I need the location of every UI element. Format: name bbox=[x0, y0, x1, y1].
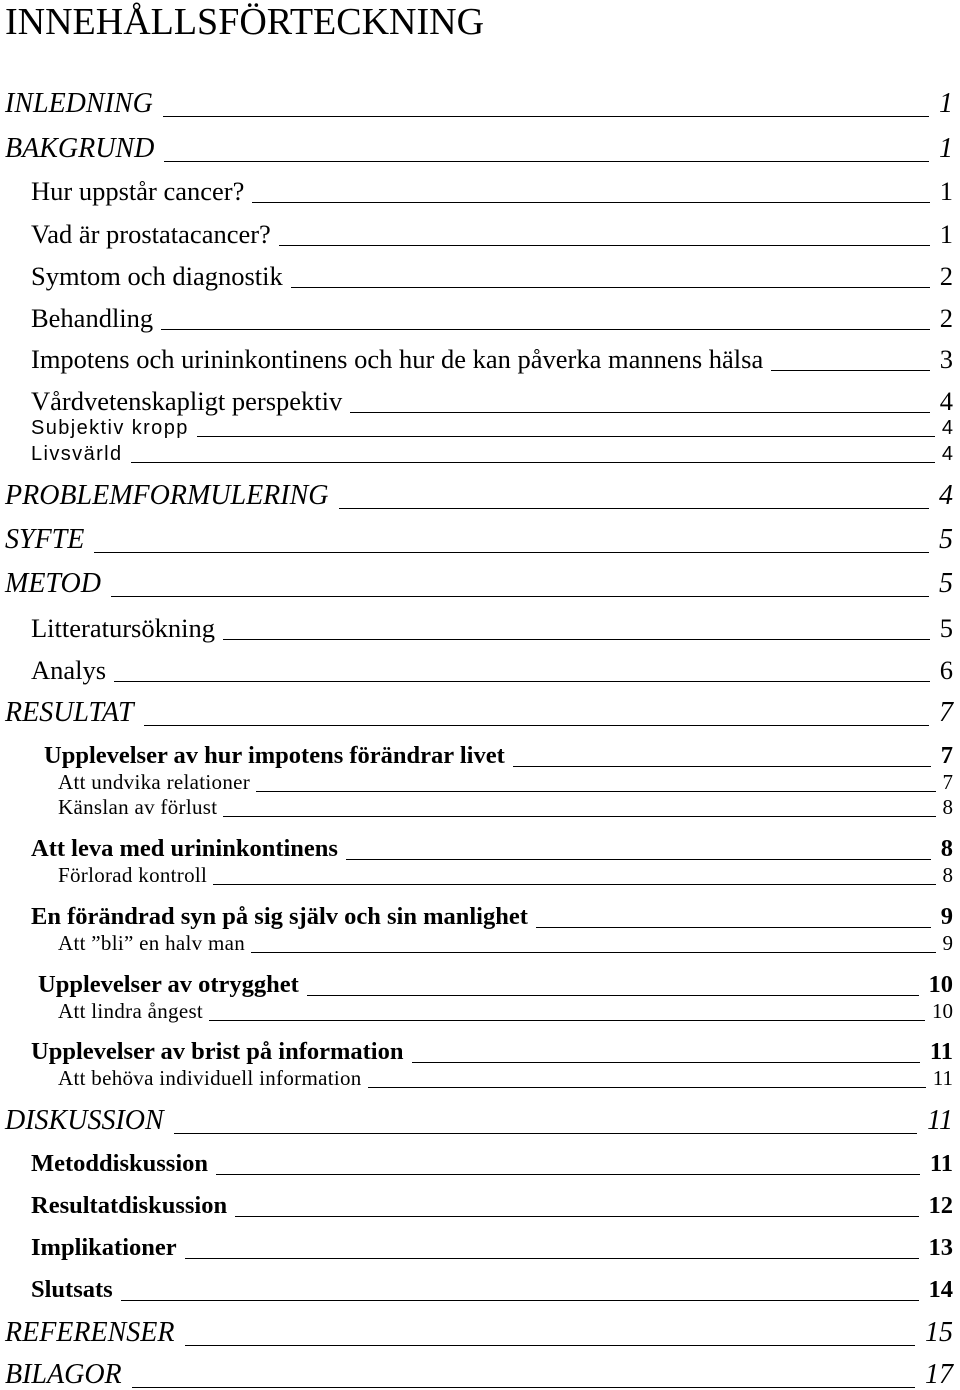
toc-entry-behandling[interactable] bbox=[31, 302, 953, 333]
toc-entry-label: Symtom och diagnostik bbox=[31, 260, 283, 291]
toc-entry-label: BILAGOR bbox=[5, 1359, 122, 1390]
toc-entry-label: Att undvika relationer bbox=[58, 770, 251, 795]
toc-entry-forlorad-kontroll[interactable] bbox=[58, 865, 953, 886]
toc-entry-att-undvika-relationer[interactable] bbox=[58, 772, 953, 793]
toc-page-number: 5 bbox=[939, 612, 953, 643]
toc-page-number: 1 bbox=[939, 175, 953, 206]
toc-page-number: 1 bbox=[939, 87, 953, 119]
toc-entry-label: SYFTE bbox=[5, 523, 85, 555]
toc-page-number: 2 bbox=[939, 302, 953, 333]
leader-line bbox=[368, 1068, 926, 1088]
leader-line bbox=[131, 444, 935, 463]
toc-entry-referenser[interactable] bbox=[5, 1316, 953, 1348]
toc-entry-inledning[interactable] bbox=[5, 87, 953, 119]
toc-page-number: 11 bbox=[929, 1149, 953, 1177]
toc-entry-label: Förlorad kontroll bbox=[58, 863, 208, 888]
toc-entry-upplevelser-av-brist-pa-information[interactable] bbox=[31, 1037, 953, 1065]
leader-line bbox=[121, 1278, 919, 1302]
leader-line bbox=[412, 1040, 920, 1064]
toc-entry-label: Implikationer bbox=[31, 1233, 177, 1261]
toc-entry-hur-uppstar-cancer[interactable] bbox=[31, 175, 953, 206]
toc-entry-att-leva-med-urininkontinens[interactable] bbox=[31, 834, 953, 862]
toc-page-number: 10 bbox=[928, 970, 953, 998]
toc-page-number: 15 bbox=[925, 1316, 953, 1348]
toc-entry-att-bli-en-halv-man[interactable] bbox=[58, 933, 953, 954]
leader-line bbox=[536, 905, 931, 929]
toc-entry-label: Att leva med urininkontinens bbox=[31, 834, 338, 862]
toc-entry-att-lindra-angest[interactable] bbox=[58, 1001, 953, 1022]
toc-entry-label: BAKGRUND bbox=[5, 132, 155, 164]
toc-entry-label: Upplevelser av otrygghet bbox=[38, 970, 299, 998]
toc-page-number: 8 bbox=[942, 795, 953, 820]
leader-line bbox=[256, 772, 935, 792]
toc-page-number: 8 bbox=[940, 834, 953, 862]
toc-page-number: 13 bbox=[928, 1233, 953, 1261]
toc-entry-label: Känslan av förlust bbox=[58, 795, 218, 820]
toc-entry-diskussion[interactable] bbox=[5, 1104, 953, 1136]
leader-line bbox=[513, 744, 931, 768]
leader-line bbox=[174, 1107, 917, 1134]
toc-entry-metod[interactable] bbox=[5, 567, 953, 599]
toc-entry-upplevelser-av-otrygghet[interactable] bbox=[38, 970, 953, 998]
toc-page-number: 12 bbox=[928, 1191, 953, 1219]
toc-page-number: 9 bbox=[942, 931, 953, 956]
toc-entry-label: Analys bbox=[31, 654, 107, 685]
toc-entry-resultat[interactable] bbox=[5, 696, 953, 728]
leader-line bbox=[279, 221, 930, 246]
toc-entry-label: Impotens och urininkontinens och hur de kan påverka mannens hälsa bbox=[31, 343, 764, 374]
toc-entry-att-behova-individuell-information[interactable] bbox=[58, 1068, 953, 1089]
toc-entry-label: DISKUSSION bbox=[5, 1104, 164, 1136]
toc-entry-problemformulering[interactable] bbox=[5, 479, 953, 511]
toc-page-number: 1 bbox=[939, 132, 953, 164]
leader-line bbox=[213, 865, 935, 885]
toc-entry-label: METOD bbox=[5, 567, 101, 599]
toc-entry-livsvarld[interactable] bbox=[31, 444, 953, 464]
toc-entry-subjektiv-kropp[interactable] bbox=[31, 418, 953, 438]
leader-line bbox=[771, 346, 930, 371]
toc-page-number: 11 bbox=[932, 1066, 953, 1091]
toc-entry-label: Litteratursökning bbox=[31, 612, 215, 643]
leader-line bbox=[223, 797, 935, 817]
toc-page-number: 14 bbox=[928, 1275, 953, 1303]
toc-page-number: 3 bbox=[939, 343, 953, 374]
toc-page-number: 5 bbox=[939, 567, 953, 599]
leader-line bbox=[251, 933, 935, 953]
leader-line bbox=[144, 699, 929, 726]
toc-entry-vad-ar-prostatacancer[interactable] bbox=[31, 218, 953, 249]
leader-line bbox=[350, 388, 929, 413]
toc-entry-label: Att behöva individuell information bbox=[58, 1066, 362, 1091]
leader-line bbox=[132, 1361, 915, 1388]
toc-entry-label: PROBLEMFORMULERING bbox=[5, 479, 329, 511]
toc-entry-label: Vad är prostatacancer? bbox=[31, 218, 271, 249]
toc-entry-kanslan-av-forlust[interactable] bbox=[58, 797, 953, 818]
leader-line bbox=[197, 418, 935, 437]
toc-page-number: 4 bbox=[939, 479, 953, 511]
leader-line bbox=[161, 305, 930, 330]
toc-entry-upplevelser-impotens[interactable] bbox=[44, 741, 953, 769]
leader-line bbox=[291, 263, 930, 288]
toc-entry-bakgrund[interactable] bbox=[5, 132, 953, 164]
toc-page-number: 7 bbox=[939, 696, 953, 728]
toc-entry-label: Livsvärld bbox=[31, 443, 123, 466]
toc-entry-label: Att lindra ångest bbox=[58, 999, 204, 1024]
toc-entry-label: Behandling bbox=[31, 302, 154, 333]
toc-entry-label: Metoddiskussion bbox=[31, 1149, 209, 1177]
toc-entry-label: Slutsats bbox=[31, 1275, 113, 1303]
toc-entry-impotens-och-urininkontinens[interactable] bbox=[31, 343, 953, 374]
toc-entry-label: REFERENSER bbox=[5, 1316, 175, 1348]
toc-page-number: 2 bbox=[939, 260, 953, 291]
toc-page-number: 1 bbox=[939, 218, 953, 249]
toc-page-number: 8 bbox=[942, 863, 953, 888]
toc-entry-label: Att ”bli” en halv man bbox=[58, 931, 246, 956]
toc-entry-syfte[interactable] bbox=[5, 523, 953, 555]
toc-entry-resultatdiskussion[interactable] bbox=[31, 1191, 953, 1219]
toc-entry-implikationer[interactable] bbox=[31, 1233, 953, 1261]
toc-page-number: 4 bbox=[941, 417, 953, 440]
leader-line bbox=[235, 1194, 918, 1218]
toc-entry-label: En förändrad syn på sig själv och sin manlighet bbox=[31, 902, 528, 930]
toc-entry-metoddiskussion[interactable] bbox=[31, 1149, 953, 1177]
toc-entry-slutsats[interactable] bbox=[31, 1275, 953, 1303]
toc-page-number: 10 bbox=[932, 999, 953, 1024]
toc-page-number: 6 bbox=[939, 654, 953, 685]
toc-entry-label: Subjektiv kropp bbox=[31, 417, 189, 440]
leader-line bbox=[252, 178, 929, 203]
toc-entry-bilagor[interactable] bbox=[5, 1361, 953, 1389]
leader-line bbox=[223, 615, 930, 640]
toc-page-number: 11 bbox=[927, 1104, 953, 1136]
toc-entry-label: Hur uppstår cancer? bbox=[31, 175, 245, 206]
leader-line bbox=[185, 1236, 919, 1260]
toc-entry-label: RESULTAT bbox=[5, 696, 134, 728]
toc-entry-litteratursokning[interactable] bbox=[31, 612, 953, 643]
leader-line bbox=[111, 570, 929, 597]
leader-line bbox=[114, 657, 930, 682]
leader-line bbox=[185, 1319, 915, 1346]
toc-entry-vardvetenskapligt-perspektiv[interactable] bbox=[31, 385, 953, 416]
toc-page-number: 9 bbox=[940, 902, 953, 930]
leader-line bbox=[209, 1001, 925, 1021]
toc-page-number: 5 bbox=[939, 523, 953, 555]
toc-page-number: 4 bbox=[941, 443, 953, 466]
leader-line bbox=[94, 526, 929, 553]
leader-line bbox=[346, 837, 931, 861]
toc-entry-label: Resultatdiskussion bbox=[31, 1191, 228, 1219]
leader-line bbox=[307, 973, 919, 997]
leader-line bbox=[163, 90, 929, 117]
toc-page-number: 11 bbox=[929, 1037, 953, 1065]
toc-entry-label: Vårdvetenskapligt perspektiv bbox=[31, 385, 343, 416]
toc-entry-analys[interactable] bbox=[31, 654, 953, 685]
toc-page-number: 7 bbox=[940, 741, 953, 769]
toc-entry-symtom-och-diagnostik[interactable] bbox=[31, 260, 953, 291]
toc-title: INNEHÅLLSFÖRTECKNING bbox=[5, 0, 485, 43]
toc-page-number: 17 bbox=[925, 1359, 953, 1390]
leader-line bbox=[164, 135, 929, 162]
toc-entry-label: INLEDNING bbox=[5, 87, 153, 119]
toc-page-number: 4 bbox=[939, 385, 953, 416]
toc-entry-label: Upplevelser av brist på information bbox=[31, 1037, 404, 1065]
toc-page-number: 7 bbox=[942, 770, 953, 795]
leader-line bbox=[216, 1152, 920, 1176]
toc-entry-label: Upplevelser av hur impotens förändrar livet bbox=[44, 741, 505, 769]
leader-line bbox=[339, 482, 929, 509]
toc-entry-en-forandrad-syn[interactable] bbox=[31, 902, 953, 930]
